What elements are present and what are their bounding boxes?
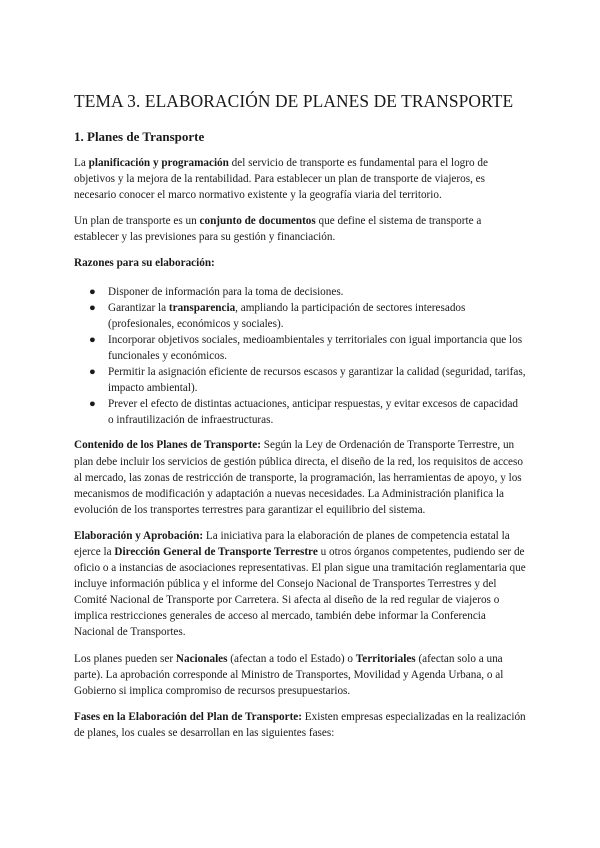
reasons-heading: Razones para su elaboración: bbox=[74, 257, 215, 270]
bullet-icon: ● bbox=[89, 366, 96, 379]
text-run: Un plan de transporte es un bbox=[74, 215, 200, 228]
bullet-icon: ● bbox=[89, 398, 96, 411]
bullet-icon: ● bbox=[89, 301, 96, 314]
list-item: ● Incorporar objetivos sociales, medioambientales y territoriales con igual importancia que los funcionales y económicos. bbox=[89, 333, 523, 362]
list-item: ● Prever el efecto de distintas actuaciones, anticipar respuestas, y evitar excesos de capacidad o infrautilización de infraestructuras. bbox=[89, 398, 519, 427]
paragraph-plan-types: Los planes pueden ser Nacionales (afectan a todo el Estado) o Territoriales (afectan solo a una parte). La aprobación corresponde al Ministro de Transportes, Movilidad y Agenda Urbana, o al Gobierno si implica compromiso de recursos presupuestarios. bbox=[74, 652, 504, 697]
document-body bbox=[74, 155, 526, 751]
list-item: ● Permitir la asignación eficiente de recursos escasos y garantizar la calidad (seguridad, tarifas, impacto ambiental). bbox=[89, 366, 526, 395]
page-title: TEMA 3. ELABORACIÓN DE PLANES DE TRANSPORTE bbox=[74, 91, 514, 111]
bold-term: Territoriales bbox=[355, 652, 416, 665]
paragraph-content: Contenido de los Planes de Transporte: Según la Ley de Ordenación de Transporte Terrestre, un plan debe incluir los servicios de gestión pública directa, el diseño de la red, los requisitos de acceso al mercado, las zonas de restricción de transporte, la programación, las herramientas de apoyo, y los mecanismos de modificación y adaptación a nuevas necesidades. La Administración planifica la evolución de los transportes terrestres para garantizar el equilibrio del sistema. bbox=[74, 439, 523, 516]
bold-term: Dirección General de Transporte Terrestre bbox=[114, 545, 318, 558]
bold-term: transparencia bbox=[168, 301, 236, 314]
text-run: La bbox=[74, 157, 89, 169]
paragraph-planning bbox=[74, 155, 526, 203]
paragraph-lead: Elaboración y Aprobación: bbox=[74, 529, 204, 542]
bullet-icon: ● bbox=[89, 285, 96, 298]
reasons-list bbox=[74, 284, 526, 429]
list-item: ● Garantizar la transparencia, ampliando la participación de sectores interesados (profesionales, económicos y sociales). bbox=[89, 301, 466, 330]
section-heading: 1. Planes de Transporte bbox=[74, 129, 205, 144]
bold-term: conjunto de documentos bbox=[199, 215, 316, 228]
paragraph-lead: Fases en la Elaboración del Plan de Transporte: bbox=[74, 710, 302, 723]
list-item: ● Disponer de información para la toma de decisiones. bbox=[108, 284, 526, 300]
bullet-icon: ● bbox=[89, 333, 96, 346]
text-run: del servicio de transporte es fundamental para el logro de objetivos y la mejora de la rentabilidad. Para establecer un plan de transporte de viajeros, es necesario conocer el marco normativo existente y la geografía viaria del territorio. bbox=[74, 157, 488, 202]
paragraph-approval: Elaboración y Aprobación: La iniciativa para la elaboración de planes de competencia estatal la ejerce la Dirección General de Transporte Terrestre u otros órganos competentes, pudiendo ser de oficio o a instancias de asociaciones representativas. El plan sigue una tramitación reglamentaria que incluye información pública y el informe del Consejo Nacional de Transportes Terrestres y del Comité Nacional de Transporte por Carretera. Si afecta al diseño de la red regular de viajeros o implica restricciones generales de acceso al mercado, también debe informar la Conferencia Nacional de Transportes. bbox=[74, 529, 526, 639]
bold-term: Nacionales bbox=[175, 652, 228, 665]
paragraph-phases: Fases en la Elaboración del Plan de Transporte: Existen empresas especializadas en la realización de planes, los cuales se desarrollan en las siguientes fases: bbox=[74, 710, 526, 739]
paragraph-definition bbox=[74, 213, 526, 245]
paragraph-lead: Contenido de los Planes de Transporte: bbox=[74, 439, 261, 452]
text-run: que define el sistema de transporte a establecer y las previsiones para su gestión y financiación. bbox=[74, 215, 482, 244]
bold-term: planificación y programación bbox=[88, 157, 229, 169]
